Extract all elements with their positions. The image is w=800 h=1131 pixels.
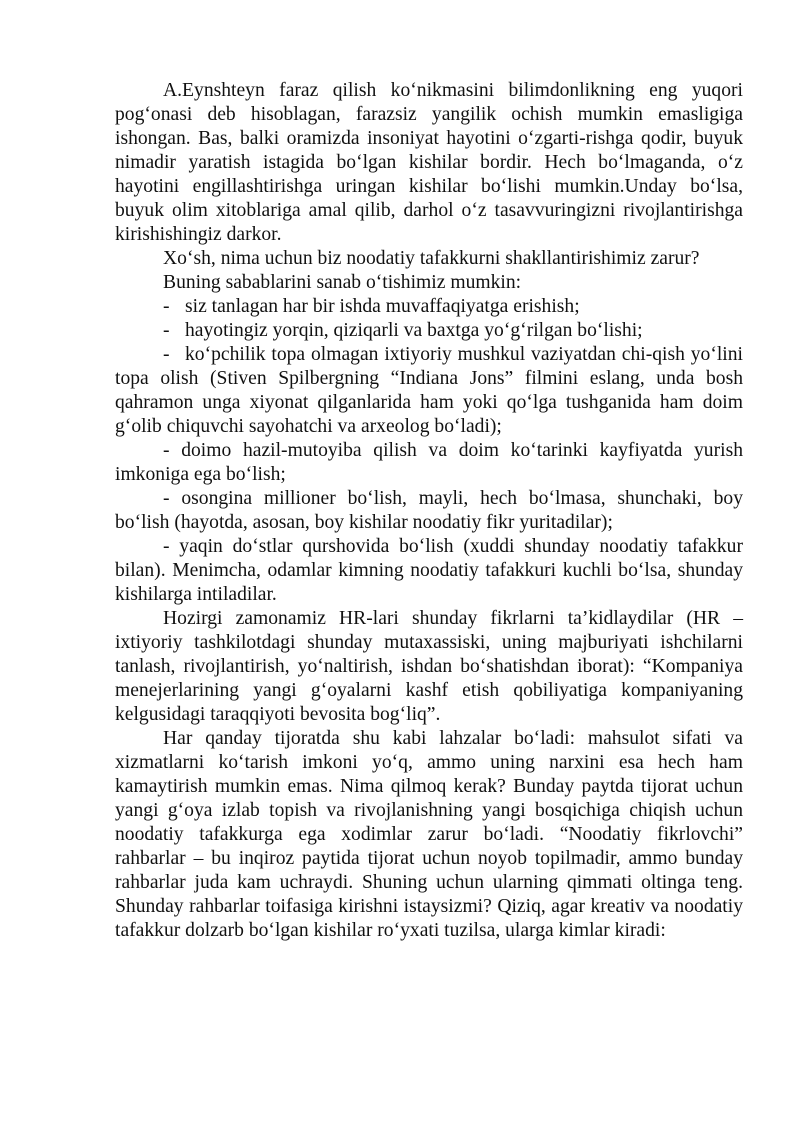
document-page: [115, 79, 743, 943]
list-item-text: siz tanlagan har bir ishda muvaffaqiyatga erishish;: [185, 296, 580, 317]
paragraph-question: Xo‘sh, nima uchun biz noodatiy tafakkurni shakllantirishimiz zarur?: [163, 248, 700, 269]
list-item-text: ko‘pchilik topa olmagan ixtiyoriy mushkul vaziyatdan chi-qish yo‘lini topa olish (Stiven Spilbergning “Indiana Jons” filmini eslang, unda bosh qahramon unga xiyonat qilganlarida ham yoki qo‘lga tushganida ham doim g‘olib chiquvchi sayohatchi va arxeolog bo‘ladi);: [115, 344, 743, 437]
list-item: - osongina millioner bo‘lish, mayli, hech bo‘lmasa, shunchaki, boy bo‘lish (hayotda, asosan, boy kishilar noodatiy fikr yuritadilar);: [115, 488, 743, 533]
paragraph-business: Har qanday tijoratda shu kabi lahzalar bo‘ladi: mahsulot sifati va xizmatlarni ko‘tarish imkoni yo‘q, ammo uning narxini esa hech ham kamaytirish mumkin emas. Nima qilmoq kerak? Bunday paytda tijorat uchun yangi g‘oya izlab topish va rivojlanishning yangi bosqichiga chiqish uchun noodatiy tafakkurga ega xodimlar zarur bo‘ladi. “Noodatiy fikrlovchi” rahbarlar – bu inqiroz paytida tijorat uchun noyob topilmadir, ammo bunday rahbarlar juda kam uchraydi. Shuning uchun ularning qimmati oltinga teng. Shunday rahbarlar toifasiga kirishni istaysizmi? Qiziq, agar kreativ va noodatiy tafakkur dolzarb bo‘lgan kishilar ro‘yxati tuzilsa, ularga kimlar kiradi:: [115, 728, 743, 941]
list-item: [115, 319, 743, 343]
list-dash: -: [163, 344, 170, 365]
paragraph-hr: Hozirgi zamonamiz HR-lari shunday fikrlarni ta’kidlaydilar (HR – ixtiyoriy tashkilotdagi shunday mutaxassiski, uning majburiyati ishchilarni tanlash, rivojlantirish, yo‘naltirish, ishdan bo‘shatishdan iborat): “Kompaniya menejerlarining yangi g‘oyalarni kashf etish qobiliyatiga kompaniyaning kelgusidagi taraqqiyoti bevosita bog‘liq”.: [115, 608, 743, 725]
list-item: - yaqin do‘stlar qurshovida bo‘lish (xuddi shunday noodatiy tafakkur bilan). Menimcha, odamlar kimning noodatiy tafakkuri kuchli bo‘lsa, shunday kishilarga intiladilar.: [115, 536, 743, 605]
list-dash: -: [163, 296, 170, 317]
list-item: - doimo hazil-mutoyiba qilish va doim ko‘tarinki kayfiyatda yurish imkoniga ega bo‘lish;: [115, 440, 743, 485]
list-item-text: hayotingiz yorqin, qiziqarli va baxtga yo‘g‘rilgan bo‘lishi;: [185, 320, 643, 341]
list-item: [115, 343, 743, 439]
paragraph-reasons-intro: Buning sabablarini sanab o‘tishimiz mumkin:: [163, 272, 522, 293]
list-item: [115, 295, 743, 319]
paragraph-eynshteyn: A.Eynshteyn faraz qilish ko‘nikmasini bilimdonlikning eng yuqori pog‘onasi deb hisoblagan, farazsiz yangilik ochish mumkin emasligiga ishongan. Bas, balki oramizda insoniyat hayotini o‘zgarti-rishga qodir, buyuk nimadir yaratish istagida bo‘lgan kishilar bordir. Hech bo‘lmaganda, o‘z hayotini engillashtirishga uringan kishilar bo‘lishi mumkin.Unday bo‘lsa, buyuk olim xitoblariga amal qilib, darhol o‘z tasavvuringizni rivojlantirishga kirishishingiz darkor.: [115, 80, 743, 245]
list-dash: -: [163, 320, 170, 341]
